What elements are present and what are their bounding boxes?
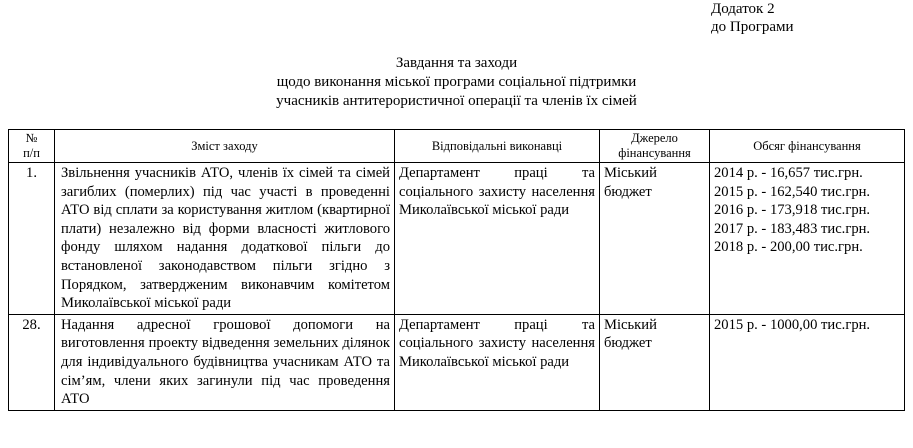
row-responsible: Департамент праці та соціального захисту населення Миколаївської міської ради <box>395 314 600 410</box>
row-num: 1. <box>9 163 55 315</box>
volume-line: 2014 р. - 16,657 тис.грн. <box>714 165 863 181</box>
header-volume: Обсяг фінансування <box>710 130 905 163</box>
annex-line-1: Додаток 2 <box>711 1 775 17</box>
row-source: Міський бюджет <box>600 314 710 410</box>
title-line-2: щодо виконання міської програми соціальної підтримки <box>276 74 637 90</box>
row-source: Міський бюджет <box>600 163 710 315</box>
volume-line: 2017 р. - 183,483 тис.грн. <box>714 220 871 237</box>
volume-line: 2015 р. - 162,540 тис.грн. <box>714 183 871 200</box>
header-responsible: Відповідальні виконавці <box>395 130 600 163</box>
table-row <box>9 163 905 315</box>
header-content: Зміст заходу <box>55 130 395 163</box>
volume-line: 2016 р. - 173,918 тис.грн. <box>714 202 871 219</box>
row-num: 28. <box>9 314 55 410</box>
volume-line: 2015 р. - 1000,00 тис.грн. <box>714 316 871 333</box>
row-responsible: Департамент праці та соціального захисту населення Миколаївської міської ради <box>395 163 600 315</box>
annex-line-2: до Програми <box>711 19 794 35</box>
measures-table <box>8 129 905 411</box>
header-num: № п/п <box>9 130 55 163</box>
volume-line: 2018 р. - 200,00 тис.грн. <box>714 239 863 256</box>
row-content: Надання адресної грошової допомоги на виготовлення проекту відведення земельних ділянок для індивідуального будівництва учасникам АТО та сім’ям, члени яких загинули під час проведення АТО <box>55 314 395 410</box>
row-volume <box>710 314 905 410</box>
table-row <box>9 314 905 410</box>
table-header-row <box>9 130 905 163</box>
title-line-1: Завдання та заходи <box>395 55 518 71</box>
title-line-3: учасників антитерористичної операції та членів їх сімей <box>276 93 637 109</box>
annex-label <box>711 0 794 36</box>
document-title <box>0 54 913 111</box>
header-source: Джерело фінансування <box>600 130 710 163</box>
row-volume <box>710 163 905 315</box>
row-content: Звільнення учасників АТО, членів їх сімей та сімей загиблих (померлих) під час участі в проведенні АТО від сплати за користування житлом (квартирної плати) незалежно від форми власності житлового фонду шляхом надання додаткової пільги до встановленої законодавством пільги згідно з Порядком, затвердженим виконавчим комітетом Миколаївської міської ради <box>55 163 395 315</box>
